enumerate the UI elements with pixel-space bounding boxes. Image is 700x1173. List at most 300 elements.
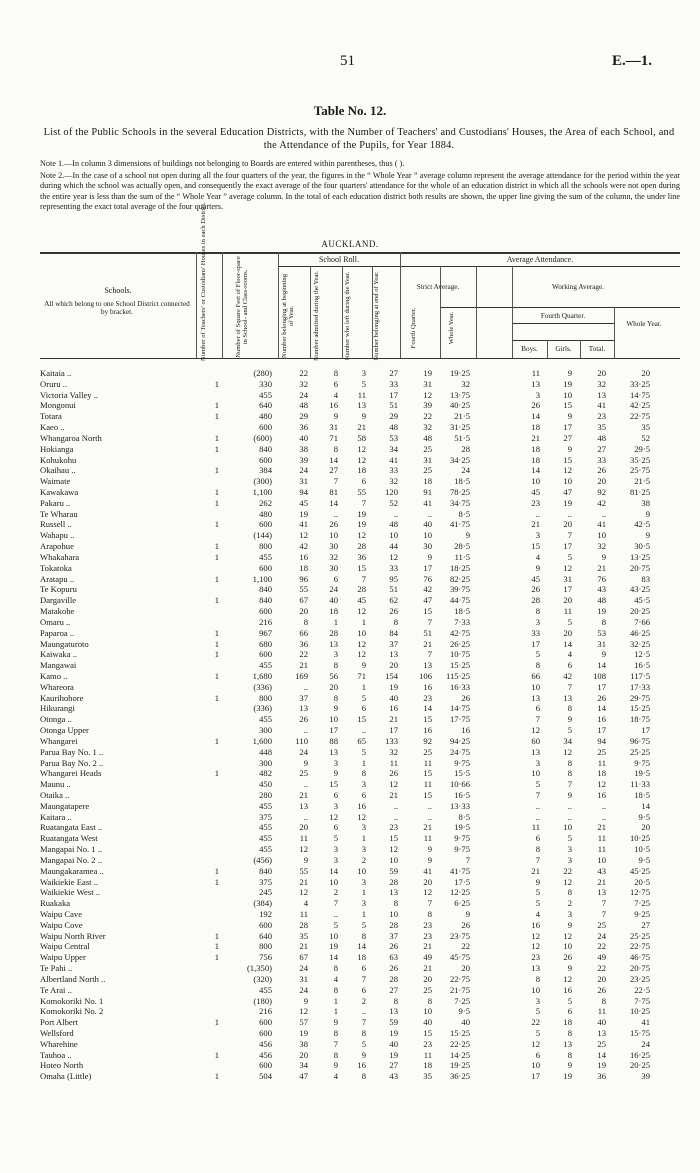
total: 43 — [597, 584, 606, 595]
roll-left: 1 — [361, 887, 366, 898]
page-number: 51 — [340, 53, 355, 69]
strict-whole: 42·75 — [449, 627, 470, 638]
working-whole: 20·5 — [634, 876, 650, 887]
roll-admitted: 27 — [329, 465, 338, 476]
girls: 12 — [563, 465, 572, 476]
boys: 14 — [531, 411, 540, 422]
col-rule — [278, 252, 279, 358]
roll-begin: 35 — [299, 930, 308, 941]
girls: 20 — [563, 627, 572, 638]
teacher-houses: 1 — [214, 670, 219, 681]
strict-whole: 9·75 — [454, 844, 470, 855]
strict-whole: 15·25 — [449, 660, 470, 671]
col-strict: Strict Average. — [416, 283, 460, 291]
school-name: Waikiekie West .. — [40, 887, 101, 898]
table-row — [0, 660, 700, 670]
strict-fourth: 19 — [423, 368, 432, 378]
girls: 10 — [563, 941, 572, 952]
roll-end: 26 — [389, 768, 398, 779]
school-name: Ruatangata East .. — [40, 822, 103, 833]
roll-left: 6 — [361, 963, 366, 974]
strict-whole: 7·25 — [454, 995, 470, 1006]
working-whole: 18·75 — [629, 714, 650, 725]
strict-fourth: 49 — [423, 952, 432, 963]
floor-area: 600 — [259, 422, 272, 433]
school-name: Russell .. — [40, 519, 72, 530]
working-whole: 32·25 — [629, 638, 650, 649]
roll-left: 18 — [357, 952, 366, 963]
total: 94 — [597, 735, 606, 746]
working-whole: 20·75 — [629, 963, 650, 974]
roll-begin: 66 — [299, 627, 308, 638]
strict-whole: 17·75 — [449, 714, 470, 725]
strict-fourth: 7 — [427, 616, 432, 627]
roll-left: 16 — [357, 800, 366, 811]
floor-area: 640 — [259, 400, 272, 411]
table-row — [0, 952, 700, 962]
table-row — [0, 639, 700, 649]
boys: 10 — [531, 681, 540, 692]
roll-admitted: 12 — [329, 811, 338, 822]
roll-left: 3 — [361, 822, 366, 833]
floor-area: 1,680 — [252, 670, 272, 681]
roll-left: 1 — [361, 833, 366, 844]
school-name: Whakahara — [40, 551, 80, 562]
district-title: AUCKLAND. — [321, 239, 379, 249]
strict-whole: 16 — [461, 725, 470, 736]
boys: 11 — [531, 368, 540, 378]
working-whole: 45·25 — [629, 865, 650, 876]
total: 11 — [597, 1006, 606, 1017]
girls: 13 — [563, 692, 572, 703]
table-row — [0, 931, 700, 941]
school-name: Whareora — [40, 681, 74, 692]
floor-area: (1,350) — [246, 963, 272, 974]
school-name: Whangaroa North — [40, 432, 102, 443]
teacher-houses: 1 — [214, 378, 219, 389]
table-title: Table No. 12. — [313, 103, 387, 118]
boys: 10 — [531, 768, 540, 779]
roll-begin: 12 — [299, 1006, 308, 1017]
floor-area: 216 — [259, 616, 272, 627]
teacher-houses: 1 — [214, 865, 219, 876]
girls: 10 — [563, 389, 572, 400]
roll-end: 48 — [389, 519, 398, 530]
total: 48 — [597, 432, 606, 443]
strict-fourth: 23 — [423, 919, 432, 930]
strict-whole: 82·25 — [449, 573, 470, 584]
table-row — [0, 1028, 700, 1038]
school-name: Kamo .. — [40, 670, 68, 681]
boys: 16 — [531, 919, 540, 930]
roll-begin: .. — [303, 811, 308, 822]
working-whole: 96·75 — [629, 735, 650, 746]
teacher-houses: 1 — [214, 1049, 219, 1060]
floor-area: 1,600 — [252, 735, 272, 746]
roll-end: 33 — [389, 378, 398, 389]
total: 11 — [597, 757, 606, 768]
table-row — [0, 768, 700, 778]
strict-whole: 9 — [465, 530, 470, 541]
roll-begin: 21 — [299, 789, 308, 800]
table-row — [0, 714, 700, 724]
strict-fourth: 31 — [423, 378, 432, 389]
strict-fourth: 92 — [423, 735, 432, 746]
floor-area: (144) — [253, 530, 272, 541]
roll-admitted: 7 — [333, 476, 338, 487]
total: 13 — [597, 887, 606, 898]
roll-end: 33 — [389, 465, 398, 476]
working-whole: 9 — [645, 508, 650, 519]
strict-whole: 19·25 — [449, 1060, 470, 1071]
school-name: Whangarei — [40, 735, 78, 746]
roll-admitted: 9 — [333, 703, 338, 714]
floor-area: 456 — [259, 1049, 272, 1060]
girls: 10 — [563, 476, 572, 487]
table-row — [0, 812, 700, 822]
strict-fourth: 10 — [423, 1006, 432, 1017]
school-name: Kohukohu — [40, 454, 77, 465]
roll-end: 51 — [389, 400, 398, 411]
working-whole: 29·5 — [634, 443, 650, 454]
total: 76 — [597, 573, 606, 584]
girls: 17 — [563, 584, 572, 595]
roll-end: 13 — [389, 887, 398, 898]
strict-whole: 20 — [461, 963, 470, 974]
roll-left: 10 — [357, 865, 366, 876]
total: 108 — [593, 670, 606, 681]
strict-whole: 6·25 — [454, 898, 470, 909]
table-row — [0, 844, 700, 854]
strict-whole: 15·25 — [449, 1028, 470, 1039]
total: .. — [601, 508, 606, 519]
boys: 21 — [531, 865, 540, 876]
working-whole: 46·25 — [629, 627, 650, 638]
roll-end: 48 — [389, 422, 398, 433]
col-strict-whole: Whole Year. — [448, 311, 455, 345]
roll-end: 19 — [389, 681, 398, 692]
girls: 11 — [563, 606, 572, 617]
school-name: Waipu Cove — [40, 919, 83, 930]
school-name: Tauhoa .. — [40, 1049, 72, 1060]
roll-end: 17 — [389, 725, 398, 736]
school-name: Parua Bay No. 2 .. — [40, 757, 104, 768]
roll-end: 40 — [389, 1038, 398, 1049]
roll-admitted: 2 — [333, 887, 338, 898]
working-whole: 11·33 — [630, 779, 650, 790]
boys: 3 — [535, 389, 540, 400]
floor-area: 480 — [259, 508, 272, 519]
teacher-houses: 1 — [214, 432, 219, 443]
school-name: Mangapai No. 2 .. — [40, 854, 103, 865]
girls: 6 — [567, 1006, 572, 1017]
total: 25 — [597, 919, 606, 930]
roll-left: 19 — [357, 508, 366, 519]
table-row — [0, 855, 700, 865]
roll-admitted: 6 — [333, 822, 338, 833]
roll-left: 6 — [361, 984, 366, 995]
girls: 12 — [563, 562, 572, 573]
working-whole: 27 — [641, 919, 650, 930]
school-name: Waipu North River — [40, 930, 106, 941]
total: 26 — [597, 984, 606, 995]
strict-whole: 22 — [461, 941, 470, 952]
roll-begin: 55 — [299, 584, 308, 595]
school-name: Omaru .. — [40, 616, 71, 627]
floor-area: 840 — [259, 443, 272, 454]
strict-whole: 21·5 — [454, 411, 470, 422]
school-name: Omaha (Little) — [40, 1071, 92, 1082]
teacher-houses: 1 — [214, 519, 219, 530]
floor-area: 680 — [259, 638, 272, 649]
strict-whole: 7·33 — [454, 616, 470, 627]
roll-end: 10 — [389, 909, 398, 919]
boys: 3 — [535, 757, 540, 768]
strict-whole: 12·25 — [449, 887, 470, 898]
roll-begin: 12 — [299, 844, 308, 855]
boys: .. — [535, 800, 540, 811]
total: 20 — [597, 368, 606, 378]
girls: 19 — [563, 1071, 572, 1082]
total: 17 — [597, 681, 606, 692]
floor-area: (456) — [253, 854, 272, 865]
roll-begin: 36 — [299, 422, 308, 433]
table-row — [0, 887, 700, 897]
roll-admitted: 81 — [329, 487, 338, 498]
total: 14 — [597, 1049, 606, 1060]
strict-whole: 40·25 — [449, 400, 470, 411]
strict-whole: 19·25 — [449, 368, 470, 378]
col-working: Working Average. — [552, 283, 604, 291]
working-whole: 15·25 — [629, 703, 650, 714]
roll-left: 12 — [357, 454, 366, 465]
floor-area: 455 — [259, 800, 272, 811]
total: 7 — [601, 909, 606, 919]
roll-begin: 31 — [299, 476, 308, 487]
strict-fourth: 23 — [423, 692, 432, 703]
boys: 26 — [531, 584, 540, 595]
roll-end: 40 — [389, 692, 398, 703]
total: 21 — [597, 562, 606, 573]
boys: 23 — [531, 952, 540, 963]
roll-end: 12 — [389, 844, 398, 855]
col-school-roll: School Roll. — [318, 255, 359, 264]
boys: 13 — [531, 378, 540, 389]
school-name: Port Albert — [40, 1017, 78, 1028]
col-total: Total. — [588, 345, 606, 353]
strict-whole: 23·75 — [449, 930, 470, 941]
strict-fourth: 15 — [423, 1028, 432, 1039]
girls: 12 — [563, 930, 572, 941]
girls: 12 — [563, 876, 572, 887]
school-name: Waimate — [40, 476, 71, 487]
col-rule — [476, 266, 477, 358]
boys: 26 — [531, 400, 540, 411]
roll-end: 17 — [389, 389, 398, 400]
school-name: Waipu Cave — [40, 909, 83, 919]
roll-begin: .. — [303, 779, 308, 790]
roll-admitted: 14 — [329, 497, 338, 508]
working-whole: 17 — [641, 725, 650, 736]
roll-admitted: 40 — [329, 595, 338, 606]
roll-begin: 41 — [299, 519, 308, 530]
table-row — [0, 476, 700, 486]
total: 31 — [597, 638, 606, 649]
roll-left: 7 — [361, 497, 366, 508]
strict-whole: 22·75 — [449, 973, 470, 984]
col-rule — [614, 307, 615, 358]
boys: 18 — [531, 454, 540, 465]
boys: 8 — [535, 660, 540, 671]
boys: 5 — [535, 649, 540, 660]
roll-admitted: 8 — [333, 963, 338, 974]
roll-left: 13 — [357, 400, 366, 411]
col-rule — [222, 252, 223, 358]
roll-admitted: 9 — [333, 768, 338, 779]
total: 11 — [597, 833, 606, 844]
teacher-houses: 1 — [214, 497, 219, 508]
strict-fourth: 14 — [423, 703, 432, 714]
boys: 12 — [531, 941, 540, 952]
roll-left: 9 — [361, 1049, 366, 1060]
floor-area: 504 — [259, 1071, 272, 1082]
girls: 8 — [567, 703, 572, 714]
roll-end: 120 — [385, 487, 398, 498]
girls: 9 — [567, 919, 572, 930]
roll-end: 44 — [389, 541, 398, 552]
working-whole: 25·25 — [629, 746, 650, 757]
boys: 10 — [531, 476, 540, 487]
table-row — [0, 498, 700, 508]
girls: 6 — [567, 660, 572, 671]
teacher-houses: 1 — [214, 487, 219, 498]
table-row — [0, 866, 700, 876]
strict-fourth: 15 — [423, 714, 432, 725]
teacher-houses: 1 — [214, 400, 219, 411]
strict-fourth: 10 — [423, 530, 432, 541]
roll-admitted: 6 — [333, 789, 338, 800]
roll-begin: 9 — [303, 995, 308, 1006]
strict-fourth: 40 — [423, 1017, 432, 1028]
school-name: Te Wharau — [40, 508, 78, 519]
boys: 21 — [531, 519, 540, 530]
floor-area: 216 — [259, 1006, 272, 1017]
total: 35 — [597, 422, 606, 433]
roll-end: 59 — [389, 1017, 398, 1028]
girls: 3 — [567, 909, 572, 919]
roll-admitted: 4 — [333, 1071, 338, 1082]
roll-begin: 38 — [299, 1038, 308, 1049]
total: 32 — [597, 378, 606, 389]
table-row — [0, 898, 700, 908]
table-row — [0, 400, 700, 410]
roll-end: 27 — [389, 368, 398, 378]
strict-fourth: .. — [427, 800, 432, 811]
total: 13 — [597, 1028, 606, 1039]
total: 18 — [597, 768, 606, 779]
floor-area: (600) — [253, 432, 272, 443]
teacher-houses: 1 — [214, 876, 219, 887]
boys: 5 — [535, 1028, 540, 1039]
teacher-houses: 1 — [214, 1017, 219, 1028]
teacher-houses: 1 — [214, 930, 219, 941]
working-whole: 18·5 — [634, 789, 650, 800]
boys: 18 — [531, 422, 540, 433]
boys: 14 — [531, 465, 540, 476]
strict-fourth: 48 — [423, 432, 432, 443]
working-whole: 35·25 — [629, 454, 650, 465]
teacher-houses: 1 — [214, 768, 219, 779]
roll-admitted: 8 — [333, 1028, 338, 1039]
total: 42 — [597, 497, 606, 508]
school-name: Te Pahi .. — [40, 963, 73, 974]
table-row — [0, 519, 700, 529]
girls: 14 — [563, 638, 572, 649]
teacher-houses: 1 — [214, 649, 219, 660]
table-row — [0, 779, 700, 789]
roll-end: 32 — [389, 746, 398, 757]
section-code: E.—1. — [612, 53, 653, 69]
table-row — [0, 465, 700, 475]
strict-fourth: 41 — [423, 865, 432, 876]
school-name: Wahapu .. — [40, 530, 75, 541]
teacher-houses: 1 — [214, 941, 219, 952]
working-whole: 7·66 — [634, 616, 650, 627]
girls: 22 — [563, 865, 572, 876]
school-name: Te Kopuru — [40, 584, 77, 595]
roll-left: 45 — [357, 595, 366, 606]
boys: 13 — [531, 746, 540, 757]
strict-fourth: 9 — [427, 551, 432, 562]
roll-begin: 24 — [299, 963, 308, 974]
working-whole: 19·5 — [634, 768, 650, 779]
total: 43 — [597, 865, 606, 876]
roll-left: 6 — [361, 789, 366, 800]
girls: 20 — [563, 519, 572, 530]
roll-left: 1 — [361, 757, 366, 768]
strict-whole: 9·75 — [454, 833, 470, 844]
floor-area: (336) — [253, 681, 272, 692]
roll-left: 6 — [361, 703, 366, 714]
total: 13 — [597, 389, 606, 400]
boys: 6 — [535, 1049, 540, 1060]
roll-begin: 24 — [299, 984, 308, 995]
roll-end: 26 — [389, 963, 398, 974]
col-schools: Schools. — [104, 286, 132, 295]
table-row — [0, 1071, 700, 1081]
total: 16 — [597, 714, 606, 725]
roll-left: 14 — [357, 941, 366, 952]
strict-fourth: 15 — [423, 768, 432, 779]
strict-fourth: 13 — [423, 660, 432, 671]
total: 26 — [597, 692, 606, 703]
roll-end: 8 — [393, 616, 398, 627]
strict-whole: 28 — [461, 443, 470, 454]
roll-end: 33 — [389, 562, 398, 573]
teacher-houses: 1 — [214, 1071, 219, 1082]
roll-admitted: 56 — [329, 670, 338, 681]
table-row — [0, 444, 700, 454]
school-name: Ruakaka — [40, 898, 71, 909]
girls: 34 — [563, 735, 572, 746]
boys: 3 — [535, 616, 540, 627]
roll-admitted: 1 — [333, 1006, 338, 1017]
roll-begin: 8 — [303, 616, 308, 627]
total: 25 — [597, 1038, 606, 1049]
floor-area: 448 — [259, 746, 272, 757]
strict-whole: 8·5 — [458, 508, 470, 519]
school-name: Mongonui — [40, 400, 76, 411]
